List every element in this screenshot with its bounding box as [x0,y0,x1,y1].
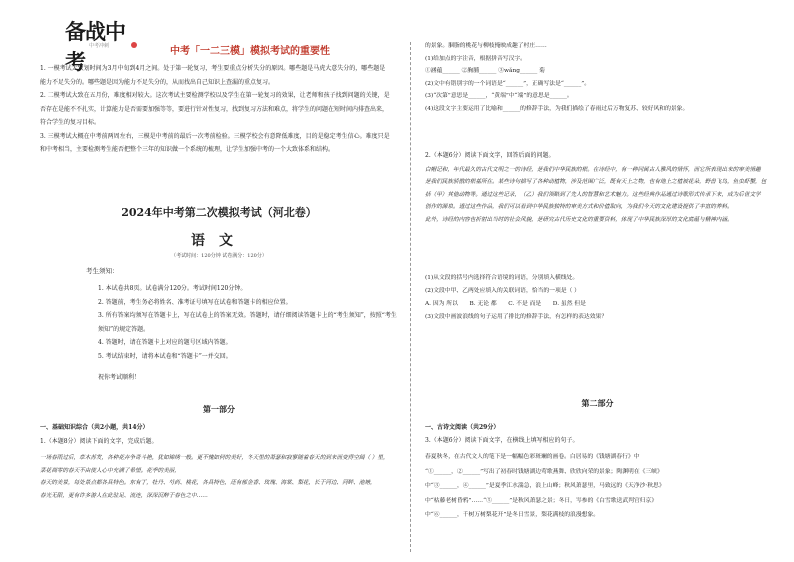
passage-line: 春天的美景，每处景点都各具特色。东有丁，牡丹、芍药、桃花，各具特色，还有郁金香、玫瑰、海棠、梨花，长于河边、河畔、池塘， [40,480,376,487]
question-1-prompt: 1.（本题8分）阅读下面的文字，完成后题。 [40,438,158,445]
question-2-subitems [425,272,770,324]
question-1-subitems [425,40,765,115]
logo-tagline: 中考冲刺 [89,43,110,49]
note-item: 4. 答题时，请在答题卡上对应的题号区域内答题。 [98,339,232,346]
logo-dot-icon [131,42,137,48]
passage-line: 此外，诗经的内容也折射出当时的社会风貌，是研究古代历史文化的重要资料，体现了中华民族深厚的文化底蕴与精神内涵。 [425,216,733,223]
question-3-fill-lines [425,450,770,523]
lead-paragraphs [40,62,390,157]
note-item: 3. 所有答案均须写在答题卡上，写在试卷上的答案无效。答题时，请仔细阅读答题卡上的“考生须知”，按照“考生须知”的规定答题。 [98,312,397,333]
lead-paragraph: 1. 一模考试大致划时间为3月中旬到4月之间。处于第一轮复习，考生要重点分析失分的原因。哪些题是马虎大意失分的，哪些题是能力不足失分的。哪些题是因为能力不足失分的，从而找出自己知识上查漏的重点复习。 [40,65,386,86]
subitem-line: (3)“次第”意思是______，“黄端”中“端”的意思是______。 [425,93,573,99]
brand-logo [65,16,143,74]
fill-line: “①______，②______”写出了初春时钱塘湖边莺歌燕舞、欣欣向荣的景象；陶渊明在《三峡》 [425,468,663,475]
fill-line: 中“枯藤老树昏鸦”……“⑤______”是秋风萧瑟之景；冬日，岑参的《白雪歌送武判官归京》 [425,497,658,504]
subitem-line: (1)给加点的字注音，根据拼音写汉字。 [425,55,526,62]
lead-paragraph: 2. 二模考试大致在五月份，难度相对较大。这次考试主要检测学校以及学生在第一轮复习的效果，让老师和孩子找到问题的关键，是否存在是能不不扎实，计算能力是否需要加强等等，要进行针对性复习，找到复习方法和难点，将学生的问题在短时间内排查出来，符合学生的复习目标。 [40,92,390,126]
subitem-line: (4)这段文字主要运用了比喻和______的修辞手法，为我们描绘了春雨过后万物复苏、较好风和的景象。 [425,105,689,112]
notes-list [98,282,398,363]
subitem-line: 的景象。胭脂的桃花与柳枝掩映成趣了村庄…… [425,43,547,49]
part-one-heading: 第一部分 [203,404,235,414]
page-divider [410,42,411,552]
passage-line: 白帽记和，年代最久的古代文明之一的诗经，是我们中华民族的根。在诗经中，有一种同属古人雅风的情怀，而它所表现出来的审美情趣 [425,167,761,173]
passage-line: 是我们民族骄傲的根基所在。某些诗句描写了各种动植物，涉及范围广泛，既有天上之物，也有地上之植被花朵，野兽飞鸟，鱼虫虾蟹，包 [425,179,767,186]
passage-line: 一场春雨过后，草木苏发，各种花卉争奇斗艳，犹如锦绣一般。更不愧如何的美好，冬天里的萧瑟和寂寥随着春天的到来而变得空阔（ ）里，菜花凋零的春天不由使人心中充满了希望。花季的美丽， [40,455,389,474]
fill-line: 春夏秋冬，在古代文人的笔下是一幅幅色彩斑斓的画卷。白居易的《钱塘湖春行》中 [425,454,640,460]
exam-title: 2024年中考第二次模拟考试（河北卷） [121,206,317,219]
section-one-heading: 一、基础知识综合（共2小题，共14分） [40,424,149,431]
fill-line: 中“⑥______，千树万树梨花开”是冬日雪景，梨花满枝的浪漫想象。 [425,512,600,518]
passage-line: 括（甲）其他动物等。通过这些记录，（乙）我们领略到了先人的智慧和艺术魅力。这些经典作品通过诗歌形式传承下来，成为后世文学 [425,191,761,198]
note-item: 2. 答题前，考生务必将姓名、准考证号填写在试卷和答题卡的相应位置。 [98,298,292,306]
question-2-prompt: 2.（本题6分）阅读下面文字，回答后面的问题。 [425,152,555,159]
passage-1 [40,452,392,502]
subitem-line: (2)文中有错别字的一个词语是“______”，正确写法是“______”。 [425,80,590,87]
passage-line: 创作的源泉。透过这些作品，我们可以看到中华民族独特的审美方式和价值取向，为我们今天的文化建设提供了丰富的养料。 [425,204,733,211]
subject-title: 语文 [191,233,247,249]
note-item: 5. 考试结束时，请将本试卷和“答题卡”一并交回。 [98,352,232,360]
note-item: 1. 本试卷共8页。试卷满分120分。考试时间120分钟。 [98,285,247,292]
subitem-line: (1)从文段的括号内选择符合语境的词语，分别填入横线处。 [425,275,579,281]
question-3-prompt: 3.（本题6分）阅读下面文字，在横线上填写相应的句子。 [425,437,579,444]
exam-time-line: （考试时间：120分钟 试卷满分：120分） [171,253,267,259]
closing-wish: 祝你考试顺利！ [98,374,141,381]
section-two-heading: 一、古诗文阅读（共29分） [425,424,500,431]
logo-text: 备战中考 [65,20,125,74]
part-two-heading: 第二部分 [581,398,614,408]
passage-line: 春光无限，更有许多游人在此驻足、流连，深深沉醉于春色之中…… [40,492,208,499]
subitem-line: (3)文段中画波浪线的句子运用了排比的修辞手法，有怎样的表达效果？ [425,314,608,320]
notes-header: 考生须知： [86,267,119,275]
exam-importance-banner: 中考「一二三模」模拟考试的重要性 [170,46,330,57]
subitem-line: A. 因为 所以 B. 无论 都 C. 不是 而是 D. 虽然 但是 [425,301,586,307]
subitem-line: ①涵蕴______ ②胸脯______ ③wǎng______ 菊 [425,68,545,74]
fill-line: 中“③______，④______”是夏季江水湍急，浪上山峰；秋风萧瑟里，马致远的《天净沙·秋思》 [425,483,665,489]
passage-2 [425,164,770,226]
lead-paragraph: 3. 三模考试大概在中考前两周左右，三模是中考前的最后一次考前检验。三模学校会有意降低难度，目的是稳定考生信心。难度只是和中考相当，主要检测考生能否把整个三年的知识做一个系统的梳理，让学生加强中考的一个大致体系和结构。 [40,132,390,153]
subitem-line: (2)文段中甲、乙两处应填入的关联词语，恰当的一项是（ ） [425,288,580,294]
